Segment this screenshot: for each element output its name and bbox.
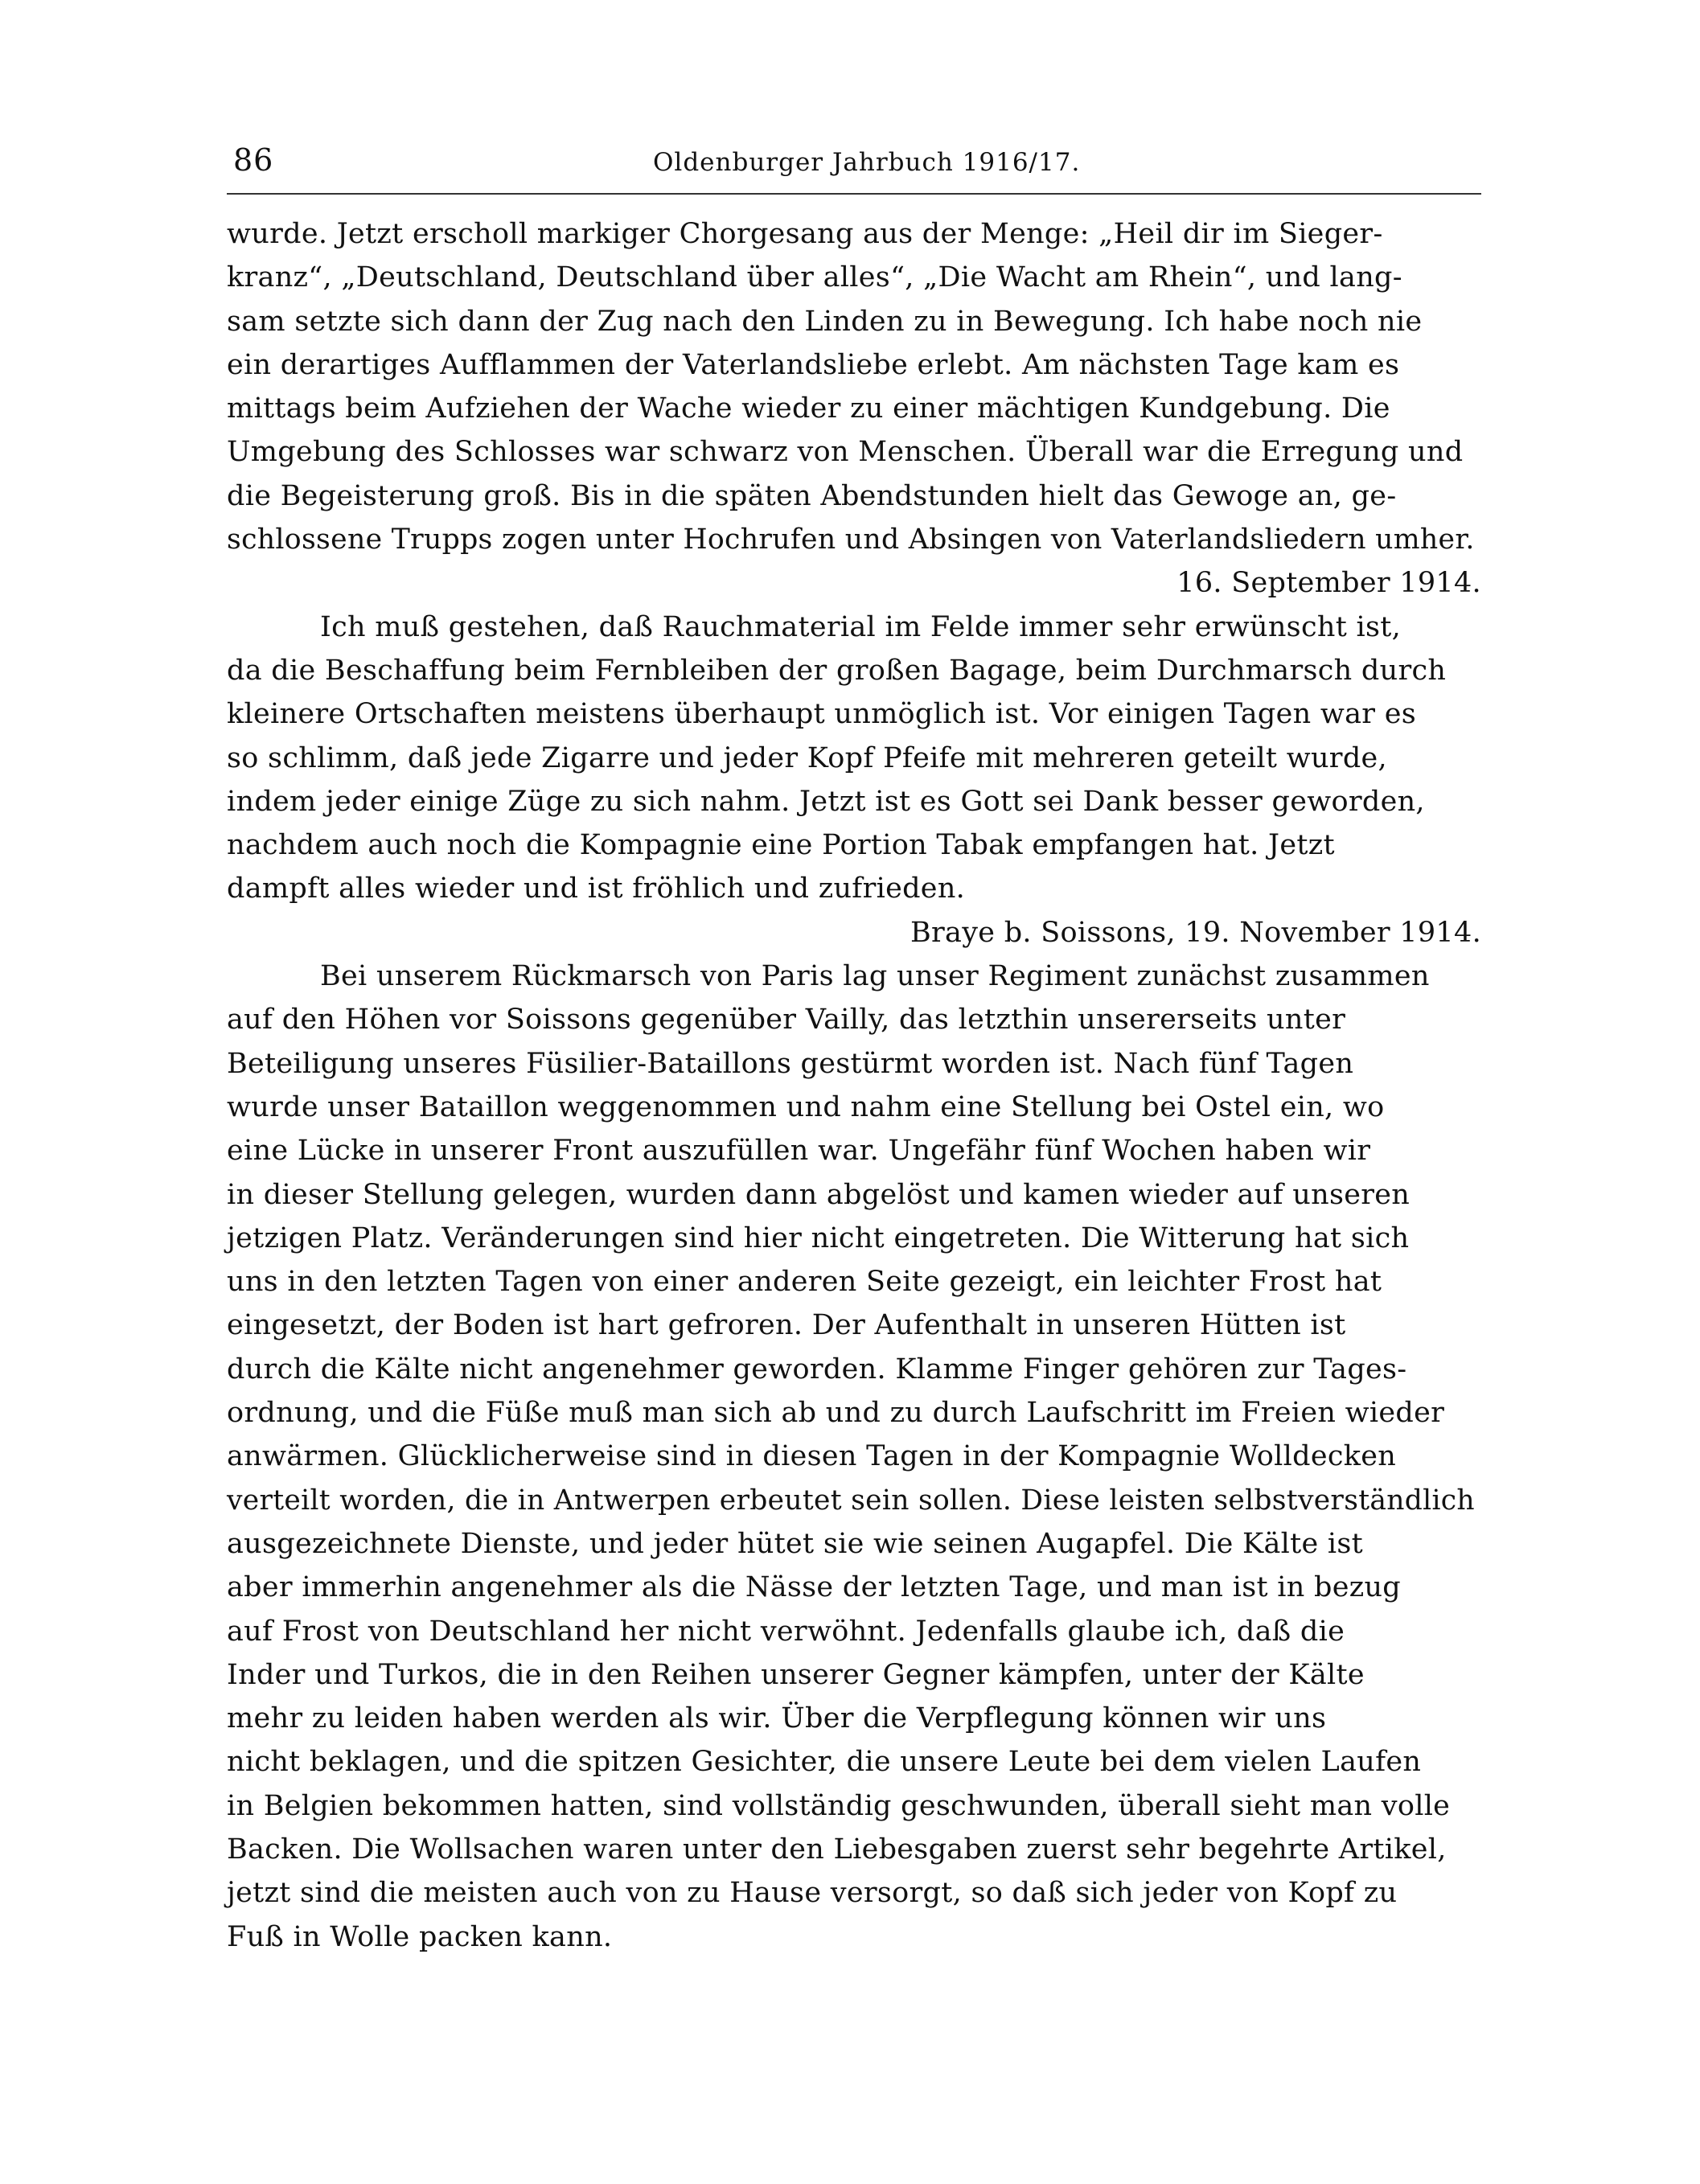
text-line: eingesetzt, der Boden ist hart gefroren. Der Aufenthalt in unseren Hütten ist [227,1309,1346,1342]
text-line: Braye b. Soissons, 19. November 1914. [910,916,1481,949]
text-line: auf den Höhen vor Soissons gegenüber Vailly, das letzthin unsererseits unter [227,1004,1346,1037]
text-line: Backen. Die Wollsachen waren unter den Liebesgaben zuerst sehr begehrte Artikel, [227,1833,1447,1866]
running-title: Oldenburger Jahrbuch 1916/17. [653,148,1081,177]
text-line: sam setzte sich dann der Zug nach den Linden zu in Bewegung. Ich habe noch nie [227,305,1423,338]
text-line: auf Frost von Deutschland her nicht verwöhnt. Jedenfalls glaube ich, daß die [227,1615,1345,1648]
text-line: aber immerhin angenehmer als die Nässe der letzten Tage, und man ist in bezug [227,1571,1402,1604]
text-line: dampft alles wieder und ist fröhlich und zufrieden. [227,872,966,905]
text-line: die Begeisterung groß. Bis in die späten Abendstunden hielt das Gewoge an, ge- [227,479,1397,512]
text-line: ausgezeichnete Dienste, und jeder hütet sie wie seinen Augapfel. Die Kälte ist [227,1527,1364,1560]
text-line: eine Lücke in unserer Front auszufüllen war. Ungefähr fünf Wochen haben wir [227,1135,1371,1168]
text-line: anwärmen. Glücklicherweise sind in diesen Tagen in der Kompagnie Wolldecken [227,1440,1397,1473]
text-line: schlossene Trupps zogen unter Hochrufen und Absingen von Vaterlandsliedern umher. [227,523,1475,556]
text-line: so schlimm, daß jede Zigarre und jeder Kopf Pfeife mit mehreren geteilt wurde, [227,741,1387,774]
text-line: 16. September 1914. [1176,567,1481,600]
text-line: indem jeder einige Züge zu sich nahm. Jetzt ist es Gott sei Dank besser geworden, [227,785,1425,818]
header-rule [227,193,1481,195]
text-line: mittags beim Aufziehen der Wache wieder zu einer mächtigen Kundgebung. Die [227,392,1390,425]
text-line: Beteiligung unseres Füsilier-Bataillons gestürmt worden ist. Nach fünf Tagen [227,1047,1354,1080]
text-line: kleinere Ortschaften meistens überhaupt unmöglich ist. Vor einigen Tagen war es [227,698,1417,731]
page-number: 86 [233,142,274,178]
text-line: in Belgien bekommen hatten, sind vollständig geschwunden, überall sieht man volle [227,1789,1451,1822]
text-line: nicht beklagen, und die spitzen Gesichter, die unsere Leute bei dem vielen Laufen [227,1746,1422,1779]
text-line: Bei unserem Rückmarsch von Paris lag unser Regiment zunächst zusammen [320,960,1430,993]
text-line: Umgebung des Schlosses war schwarz von Menschen. Überall war die Erregung und [227,436,1464,469]
text-line: nachdem auch noch die Kompagnie eine Portion Tabak empfangen hat. Jetzt [227,829,1335,862]
text-line: Ich muß gestehen, daß Rauchmaterial im Felde immer sehr erwünscht ist, [320,610,1402,643]
text-line: jetzigen Platz. Veränderungen sind hier nicht eingetreten. Die Witterung hat sich [227,1221,1410,1254]
text-line: wurde. Jetzt erscholl markiger Chorgesang aus der Menge: „Heil dir im Sieger- [227,218,1383,250]
body-text [227,212,1481,1959]
text-line: verteilt worden, die in Antwerpen erbeutet sein sollen. Diese leisten selbstverständlich [227,1484,1475,1517]
text-line: Inder und Turkos, die in den Reihen unserer Gegner kämpfen, unter der Kälte [227,1658,1365,1691]
text-line: ein derartiges Aufflammen der Vaterlandsliebe erlebt. Am nächsten Tage kam es [227,348,1400,381]
text-line: wurde unser Bataillon weggenommen und nahm eine Stellung bei Ostel ein, wo [227,1090,1385,1123]
text-line: jetzt sind die meisten auch von zu Hause versorgt, so daß sich jeder von Kopf zu [227,1877,1398,1910]
text-line: da die Beschaffung beim Fernbleiben der großen Bagage, beim Durchmarsch durch [227,654,1447,687]
text-line: durch die Kälte nicht angenehmer geworden. Klamme Finger gehören zur Tages- [227,1353,1407,1386]
page-header [227,138,1481,187]
text-line: ordnung, und die Füße muß man sich ab und zu durch Laufschritt im Freien wieder [227,1397,1445,1430]
text-line: in dieser Stellung gelegen, wurden dann abgelöst und kamen wieder auf unseren [227,1178,1411,1211]
text-line: Fuß in Wolle packen kann. [227,1920,613,1953]
text-line: mehr zu leiden haben werden als wir. Über die Verpflegung können wir uns [227,1702,1327,1735]
text-line: uns in den letzten Tagen von einer anderen Seite gezeigt, ein leichter Frost hat [227,1266,1382,1299]
text-line: kranz“, „Deutschland, Deutschland über alles“, „Die Wacht am Rhein“, und lang- [227,261,1402,294]
